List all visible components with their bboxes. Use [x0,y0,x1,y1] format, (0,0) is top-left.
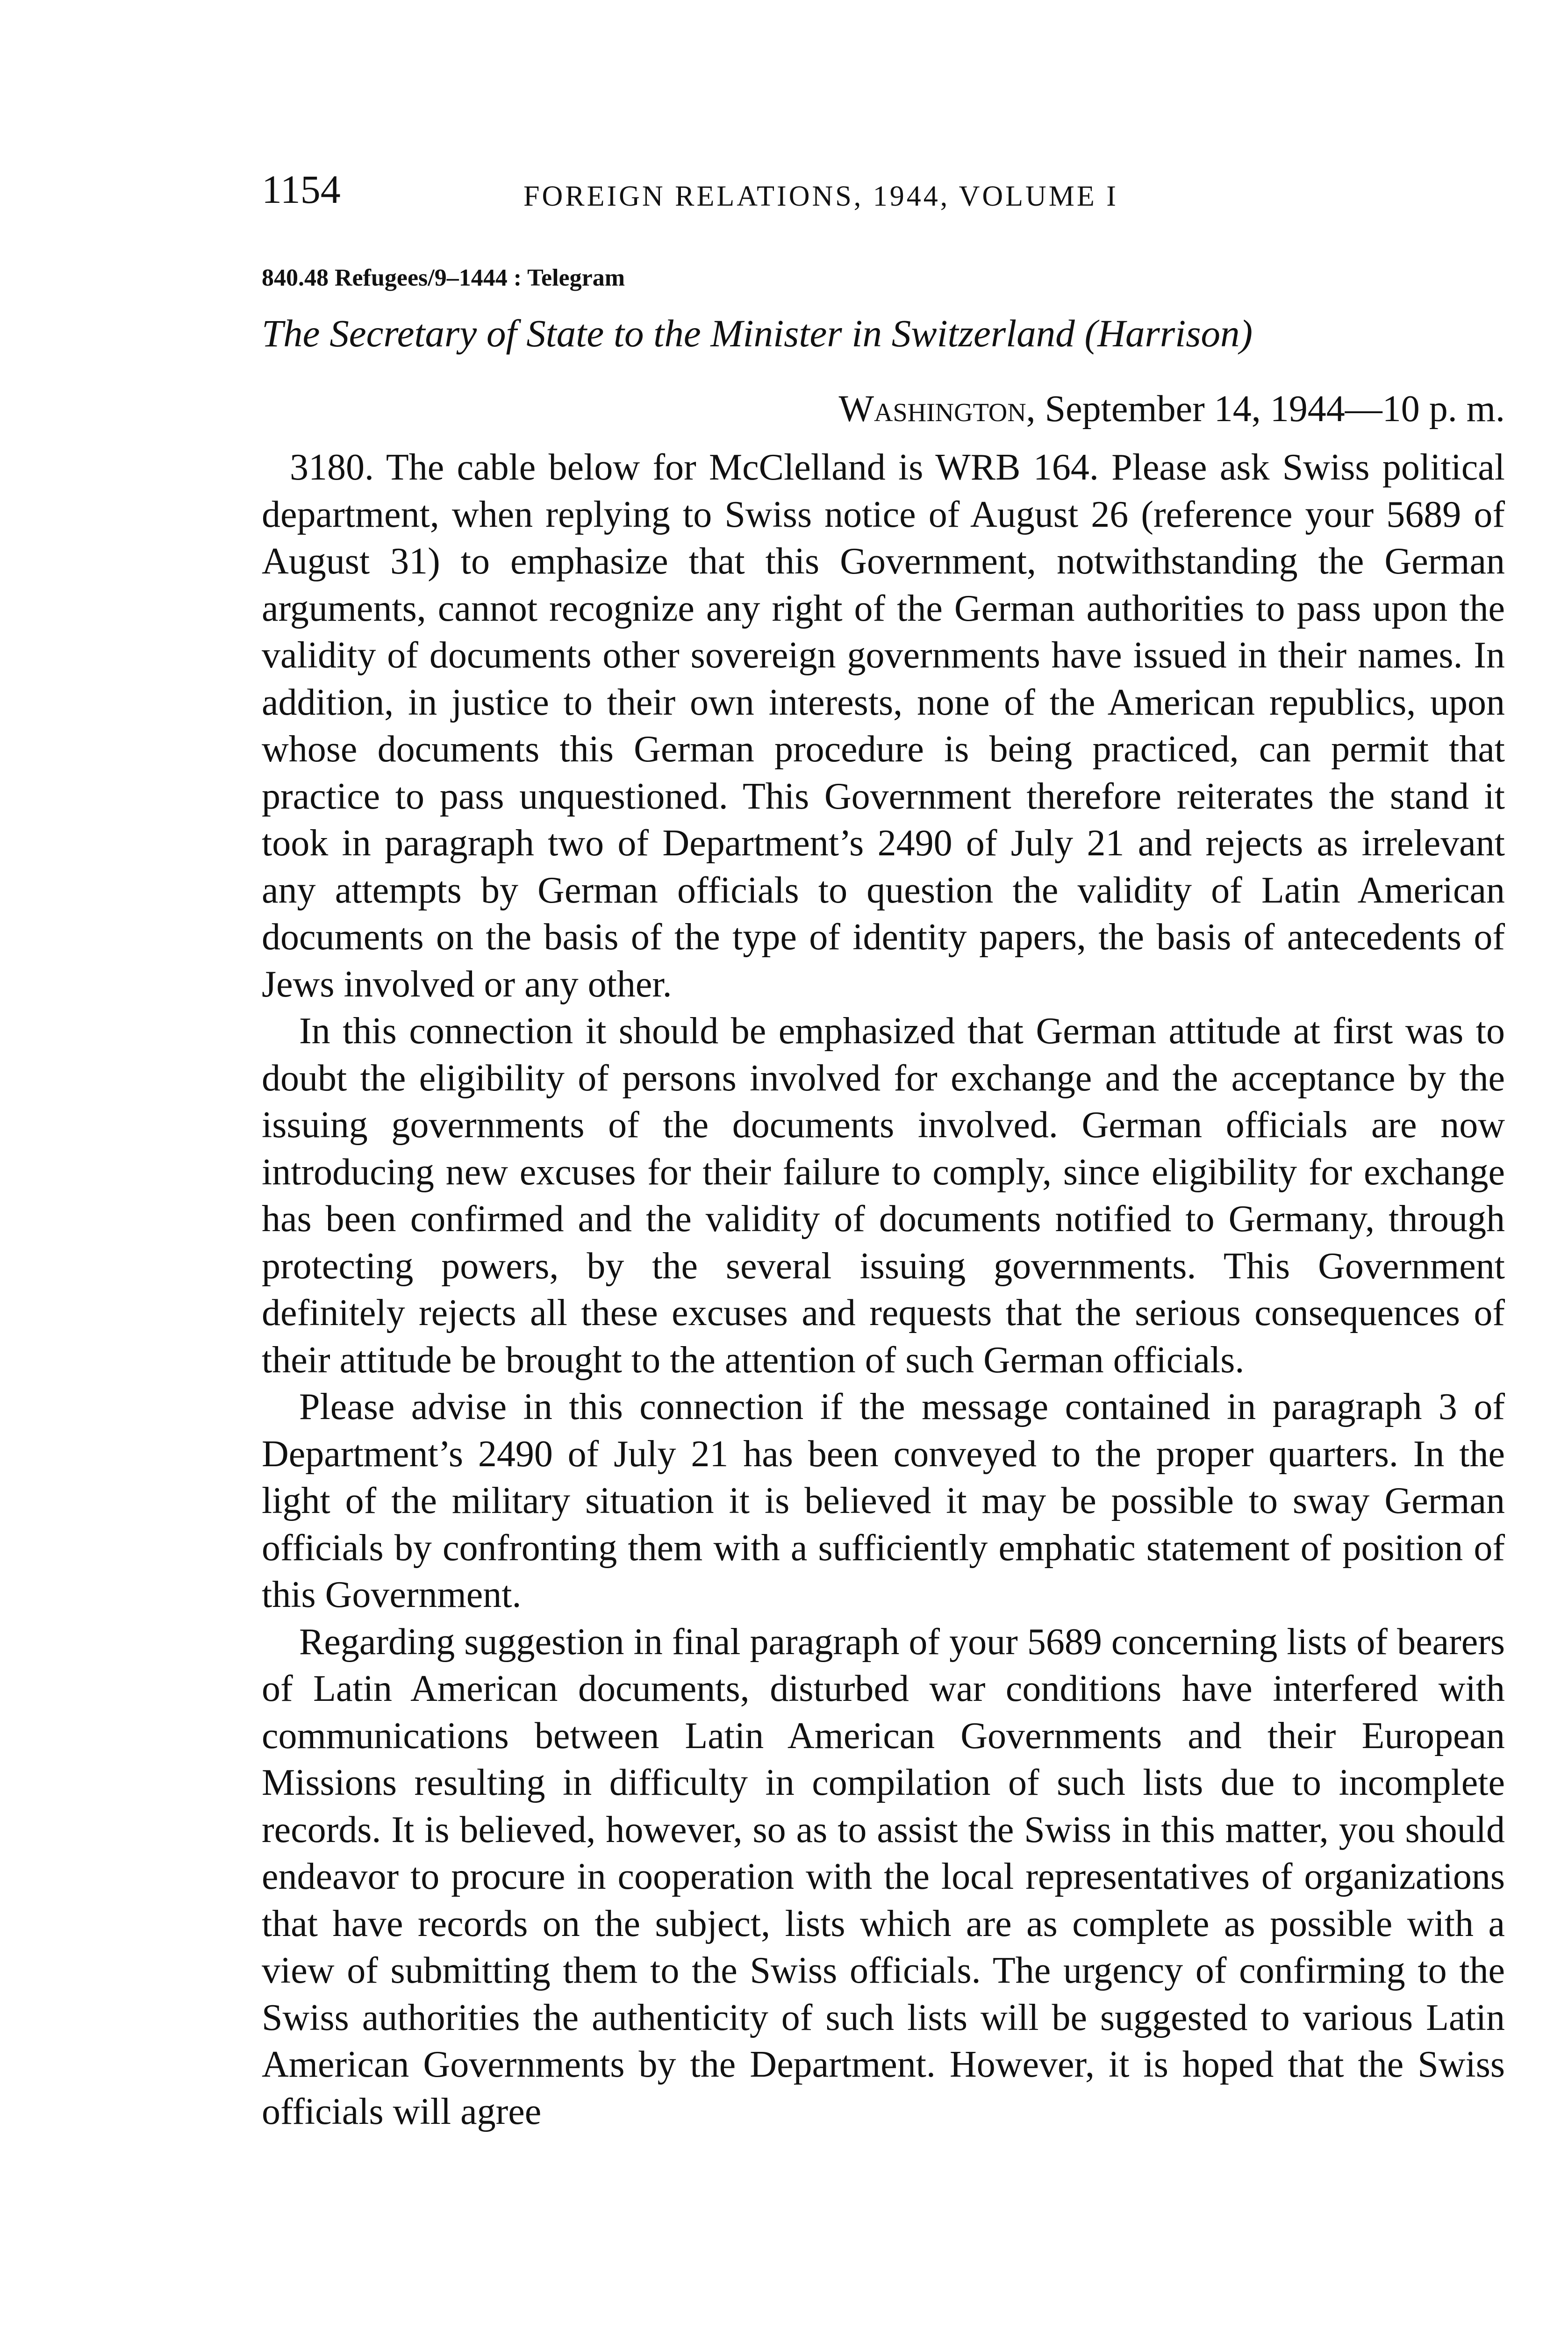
body-paragraph: Regarding suggestion in final paragraph of your 5689 concerning lists of bearers of Latin American documents, disturbed war conditions have interfered with communications between Latin American Governments and their European Missions resulting in difficulty in compilation of such lists due to incomplete records. It is believed, however, so as to assist the Swiss in this matter, you should endeavor to procure in cooperation with the local representatives of organizations that have records on the subject, lists which are as complete as possible with a view of submitting them to the Swiss officials. The urgency of confirming to the Swiss authorities the authenticity of such lists will be suggested to various Latin American Governments by the Department. However, it is hoped that the Swiss officials will agree [262,1621,1505,2132]
document-title: The Secretary of State to the Minister in Switzerland (Harrison) [262,312,1253,355]
body-paragraph: 3180. The cable below for McClelland is WRB 164. Please ask Swiss political department, when replying to Swiss notice of August 26 (reference your 5689 of August 31) to emphasize that this Government, notwithstanding the German arguments, cannot recognize any right of the German authorities to pass upon the validity of documents other sovereign governments have issued in their names. In addition, in justice to their own interests, none of the American republics, upon whose documents this German procedure is being practiced, can permit that practice to pass unquestioned. This Government therefore reiterates the stand it took in paragraph two of Department’s 2490 of July 21 and rejects as irrelevant any attempts by German officials to question the validity of Latin American documents on the basis of the type of identity papers, the basis of antecedents of Jews involved or any other. [262,447,1505,1005]
running-title: FOREIGN RELATIONS, 1944, VOLUME I [523,180,1118,212]
dateline [262,388,1505,430]
file-reference: 840.48 Refugees/9–1444 : Telegram [262,265,625,291]
telegram-body [262,444,1505,2135]
running-head [262,166,1486,217]
page-number: 1154 [262,167,341,212]
dateline-date: September 14, 1944—10 p. m. [1045,388,1505,430]
dateline-place: Washington, [838,388,1036,430]
body-paragraph: Please advise in this connection if the message contained in paragraph 3 of Department’s 2490 of July 21 has been conveyed to the proper quarters. In the light of the military situation it is believed it may be possible to sway German officials by confronting them with a sufficiently emphatic statement of position of this Government. [262,1386,1505,1615]
body-paragraph: In this connection it should be emphasized that German attitude at first was to doubt the eligibility of persons involved for exchange and the acceptance by the issuing governments of the documents involved. German officials are now introducing new excuses for their failure to comply, since eligibility for exchange has been confirmed and the validity of documents notified to Germany, through protecting powers, by the several issuing governments. This Government definitely rejects all these excuses and requests that the serious consequences of their attitude be brought to the attention of such German officials. [262,1011,1505,1381]
